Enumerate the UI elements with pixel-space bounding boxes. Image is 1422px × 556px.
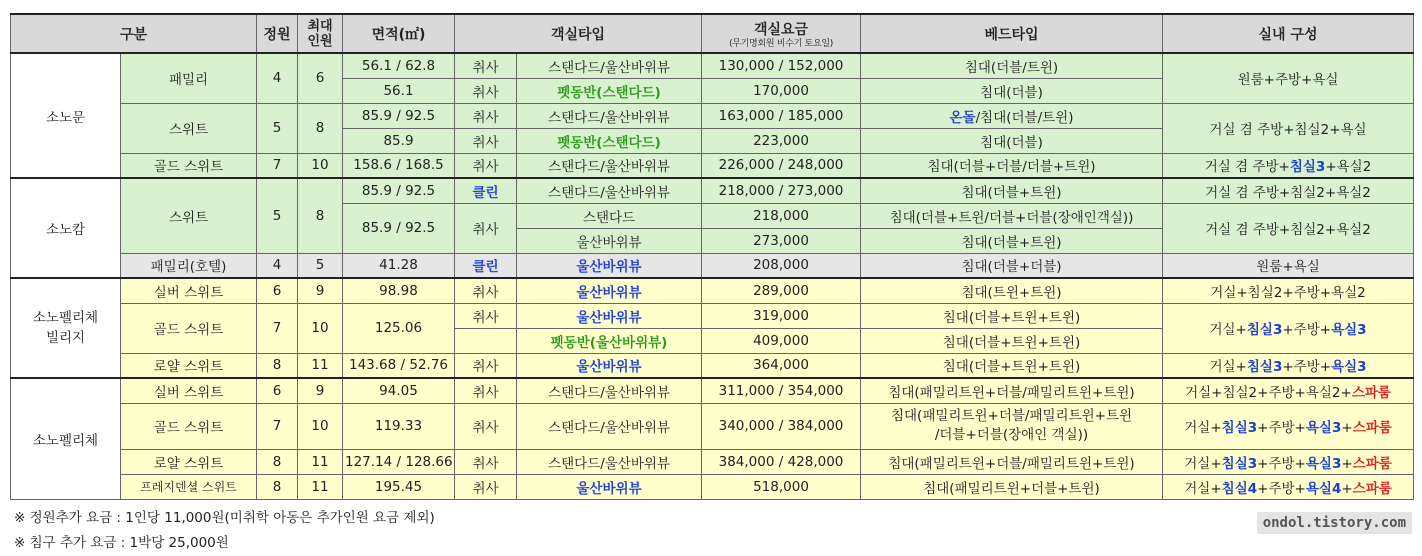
room-cooking-empty	[455, 328, 517, 353]
room-cooking: 취사	[455, 128, 517, 153]
layout-part: 거실 겸 주방+	[1204, 159, 1290, 176]
bed-line1: 침대(패밀리트윈+더블/패밀리트윈+트윈	[890, 408, 1133, 424]
room-type: 스탠다드/울산바위뷰	[517, 178, 702, 203]
layout-part: +욕실2	[1325, 159, 1372, 176]
room-bed: 침대(더블)	[861, 78, 1163, 103]
room-capacity: 4	[257, 253, 298, 278]
layout-part: +주방+	[1257, 480, 1306, 497]
room-capacity: 8	[257, 474, 298, 499]
table-row	[11, 353, 1414, 378]
header-layout: 실내 구성	[1163, 14, 1414, 53]
room-type: 울산바위뷰	[517, 278, 702, 303]
room-type: 울산바위뷰	[517, 303, 702, 328]
room-capacity: 8	[257, 449, 298, 474]
room-name: 골드 스위트	[121, 403, 257, 449]
layout-part-highlight: 욕실3	[1305, 455, 1342, 472]
room-cooking: 취사	[455, 403, 517, 449]
room-type: 울산바위뷰	[517, 474, 702, 499]
room-cooking: 취사	[455, 203, 517, 253]
layout-part: 거실+	[1209, 322, 1247, 338]
room-price: 311,000 / 354,000	[702, 378, 861, 403]
room-price: 384,000 / 428,000	[702, 449, 861, 474]
room-price: 289,000	[702, 278, 861, 303]
table-row	[11, 303, 1414, 328]
room-area: 127.14 / 128.66	[343, 449, 455, 474]
header-bed-type: 베드타입	[861, 14, 1163, 53]
room-bed: 침대(더블+더블)	[861, 253, 1163, 278]
room-type: 스탠다드/울산바위뷰	[517, 449, 702, 474]
room-type: 스탠다드/울산바위뷰	[517, 153, 702, 178]
layout-part-spa: 스파룸	[1352, 480, 1392, 497]
room-layout: 거실+침실2+주방+욕실2	[1163, 278, 1414, 303]
header-area: 면적(㎡)	[343, 14, 455, 53]
room-bed: 침대(트윈+트윈)	[861, 278, 1163, 303]
layout-part: 거실+	[1209, 359, 1247, 376]
room-capacity: 6	[257, 378, 298, 403]
layout-part-spa: 스파룸	[1352, 455, 1392, 472]
layout-part: +	[1341, 480, 1353, 497]
bed-ondol: 온돌	[949, 109, 976, 126]
room-layout: 거실 겸 주방+침실2+욕실2	[1163, 203, 1414, 253]
room-type: 펫동반(스탠다드)	[517, 128, 702, 153]
room-bed: 침대(더블+트윈+트윈)	[861, 353, 1163, 378]
layout-part-highlight: 침실4	[1221, 480, 1258, 497]
room-max: 8	[298, 178, 343, 253]
room-max: 9	[298, 278, 343, 303]
room-cooking: 취사	[455, 78, 517, 103]
bed-line2: /더블+더블(장애인 객실))	[934, 427, 1089, 443]
room-cooking: 클린	[455, 253, 517, 278]
room-layout	[1163, 153, 1414, 178]
room-layout	[1163, 474, 1414, 499]
room-name: 패밀리	[121, 53, 257, 103]
room-area: 98.98	[343, 278, 455, 303]
layout-part: 거실+침실2+주방+욕실2+	[1185, 384, 1352, 401]
room-capacity: 8	[257, 353, 298, 378]
layout-part-highlight: 침실3	[1246, 322, 1283, 338]
layout-part-highlight: 욕실3	[1305, 420, 1342, 436]
room-layout	[1163, 353, 1414, 378]
room-layout: 원룸+욕실	[1163, 253, 1414, 278]
room-area: 119.33	[343, 403, 455, 449]
room-cooking: 취사	[455, 353, 517, 378]
room-area: 56.1 / 62.8	[343, 53, 455, 78]
layout-part: 거실+	[1184, 455, 1222, 472]
room-cooking: 취사	[455, 53, 517, 78]
room-area: 41.28	[343, 253, 455, 278]
room-max: 10	[298, 303, 343, 353]
room-name: 로얄 스위트	[121, 449, 257, 474]
room-price: 130,000 / 152,000	[702, 53, 861, 78]
room-name: 패밀리(호텔)	[121, 253, 257, 278]
room-cooking: 취사	[455, 474, 517, 499]
layout-part-highlight: 침실3	[1221, 420, 1258, 436]
layout-part: +	[1341, 455, 1353, 472]
room-bed	[861, 103, 1163, 128]
layout-part: +주방+	[1257, 420, 1306, 436]
table-row	[11, 103, 1414, 128]
room-cooking: 취사	[455, 303, 517, 328]
layout-part: +주방+	[1282, 359, 1332, 376]
room-price: 273,000	[702, 228, 861, 253]
room-bed: 침대(더블+트윈+트윈)	[861, 328, 1163, 353]
layout-part-highlight: 침실3	[1289, 159, 1326, 176]
room-type: 울산바위뷰	[517, 353, 702, 378]
room-layout	[1163, 403, 1414, 449]
header-max-occupancy	[298, 14, 343, 53]
layout-part-highlight: 욕실4	[1305, 480, 1342, 497]
room-price: 409,000	[702, 328, 861, 353]
layout-part-spa: 스파룸	[1352, 420, 1392, 436]
table-row	[11, 378, 1414, 403]
layout-part: 거실+	[1184, 480, 1222, 497]
table-row	[11, 53, 1414, 78]
room-name: 스위트	[121, 178, 257, 253]
room-bed	[861, 403, 1163, 449]
header-rate	[702, 14, 861, 53]
room-cooking: 취사	[455, 378, 517, 403]
room-bed: 침대(패밀리트윈+더블/패밀리트윈+트윈)	[861, 449, 1163, 474]
room-cooking: 클린	[455, 178, 517, 203]
group-label-line1: 소노펠리체	[32, 310, 99, 326]
room-max: 8	[298, 103, 343, 153]
room-capacity: 6	[257, 278, 298, 303]
room-layout	[1163, 378, 1414, 403]
room-price: 518,000	[702, 474, 861, 499]
room-area: 56.1	[343, 78, 455, 103]
table-row	[11, 449, 1414, 474]
table-row	[11, 403, 1414, 449]
room-max: 11	[298, 449, 343, 474]
room-price: 364,000	[702, 353, 861, 378]
room-layout: 원룸+주방+욕실	[1163, 53, 1414, 103]
room-area: 85.9	[343, 128, 455, 153]
room-capacity: 5	[257, 103, 298, 153]
room-type: 울산바위뷰	[517, 253, 702, 278]
room-layout: 거실 겸 주방+침실2+욕실	[1163, 103, 1414, 153]
group-pellice: 소노펠리체	[11, 378, 121, 499]
room-bed: 침대(더블+트윈)	[861, 228, 1163, 253]
room-cooking: 취사	[455, 449, 517, 474]
room-bed: 침대(더블+트윈/더블+더블(장애인객실))	[861, 203, 1163, 228]
room-cooking: 취사	[455, 103, 517, 128]
note-extra-person: ※ 정원추가 요금 : 1인당 11,000원(미취학 아동은 추가인원 요금 제외)	[14, 510, 435, 526]
layout-part: +주방+	[1282, 322, 1332, 338]
room-price: 223,000	[702, 128, 861, 153]
room-capacity: 7	[257, 403, 298, 449]
layout-part: +	[1341, 420, 1353, 436]
layout-part-highlight: 욕실3	[1331, 322, 1367, 338]
room-price: 170,000	[702, 78, 861, 103]
room-price: 340,000 / 384,000	[702, 403, 861, 449]
room-type: 스탠다드/울산바위뷰	[517, 53, 702, 78]
room-price: 218,000	[702, 203, 861, 228]
room-area: 125.06	[343, 303, 455, 353]
room-type: 스탠다드/울산바위뷰	[517, 378, 702, 403]
layout-part: +주방+	[1257, 455, 1306, 472]
room-max: 6	[298, 53, 343, 103]
room-bed: 침대(더블)	[861, 128, 1163, 153]
room-area: 85.9 / 92.5	[343, 178, 455, 203]
room-type: 스탠다드/울산바위뷰	[517, 103, 702, 128]
room-name: 프레지덴셜 스위트	[121, 474, 257, 499]
room-type: 펫동반(스탠다드)	[517, 78, 702, 103]
room-layout	[1163, 449, 1414, 474]
room-name: 실버 스위트	[121, 278, 257, 303]
layout-part-highlight: 욕실3	[1331, 359, 1367, 376]
room-type: 스탠다드/울산바위뷰	[517, 403, 702, 449]
room-area: 143.68 / 52.76	[343, 353, 455, 378]
room-capacity: 7	[257, 153, 298, 178]
room-price: 163,000 / 185,000	[702, 103, 861, 128]
room-layout	[1163, 303, 1414, 353]
watermark: ondol.tistory.com	[1257, 512, 1412, 534]
room-max: 11	[298, 353, 343, 378]
room-max: 11	[298, 474, 343, 499]
header-room-type: 객실타입	[455, 14, 702, 53]
layout-part-highlight: 침실3	[1221, 455, 1258, 472]
room-type: 펫동반(울산바위뷰)	[517, 328, 702, 353]
group-sonomoon: 소노문	[11, 53, 121, 178]
room-bed: 침대(패밀리트윈+더블/패밀리트윈+트윈)	[861, 378, 1163, 403]
room-bed: 침대(더블+트윈)	[861, 178, 1163, 203]
room-name: 스위트	[121, 103, 257, 153]
header-rate-label: 객실요금	[753, 21, 809, 38]
header-row	[11, 14, 1414, 53]
table-row	[11, 278, 1414, 303]
room-max: 9	[298, 378, 343, 403]
room-max: 10	[298, 153, 343, 178]
room-name: 골드 스위트	[121, 153, 257, 178]
room-capacity: 7	[257, 303, 298, 353]
room-bed: 침대(더블/트윈)	[861, 53, 1163, 78]
layout-part-spa: 스파룸	[1351, 384, 1391, 401]
table-row	[11, 253, 1414, 278]
header-max-line2: 인원	[307, 33, 333, 49]
room-area: 94.05	[343, 378, 455, 403]
room-name: 골드 스위트	[121, 303, 257, 353]
room-area: 195.45	[343, 474, 455, 499]
room-rate-table	[10, 13, 1414, 500]
room-price: 319,000	[702, 303, 861, 328]
group-sonocalm: 소노캄	[11, 178, 121, 278]
room-bed: 침대(더블+트윈+트윈)	[861, 303, 1163, 328]
room-cooking: 취사	[455, 278, 517, 303]
header-capacity: 정원	[257, 14, 298, 53]
room-price: 226,000 / 248,000	[702, 153, 861, 178]
layout-part-highlight: 침실3	[1246, 359, 1283, 376]
room-type: 울산바위뷰	[517, 228, 702, 253]
room-capacity: 4	[257, 53, 298, 103]
room-bed: 침대(패밀리트윈+더블+트윈)	[861, 474, 1163, 499]
room-area: 85.9 / 92.5	[343, 103, 455, 128]
table-row	[11, 178, 1414, 203]
header-max-line1: 최대	[307, 18, 333, 34]
header-category: 구분	[11, 14, 257, 53]
room-layout: 거실 겸 주방+침실2+욕실2	[1163, 178, 1414, 203]
room-name: 실버 스위트	[121, 378, 257, 403]
bed-rest: /침대(더블/트윈)	[975, 109, 1074, 126]
room-price: 208,000	[702, 253, 861, 278]
header-rate-note: (무기명회원 비수기 토요일)	[729, 38, 833, 49]
room-area: 158.6 / 168.5	[343, 153, 455, 178]
room-type: 스탠다드	[517, 203, 702, 228]
room-bed: 침대(더블+더블/더블+트윈)	[861, 153, 1163, 178]
table-row	[11, 153, 1414, 178]
room-max: 10	[298, 403, 343, 449]
room-name: 로얄 스위트	[121, 353, 257, 378]
room-area: 85.9 / 92.5	[343, 203, 455, 253]
room-price: 218,000 / 273,000	[702, 178, 861, 203]
room-capacity: 5	[257, 178, 298, 253]
table-row	[11, 474, 1414, 499]
layout-part: 거실+	[1184, 420, 1222, 436]
note-extra-bedding: ※ 침구 추가 요금 : 1박당 25,000원	[14, 535, 229, 551]
room-cooking: 취사	[455, 153, 517, 178]
group-label-line2: 빌리지	[45, 330, 86, 346]
room-max: 5	[298, 253, 343, 278]
group-pellice-village	[11, 278, 121, 378]
